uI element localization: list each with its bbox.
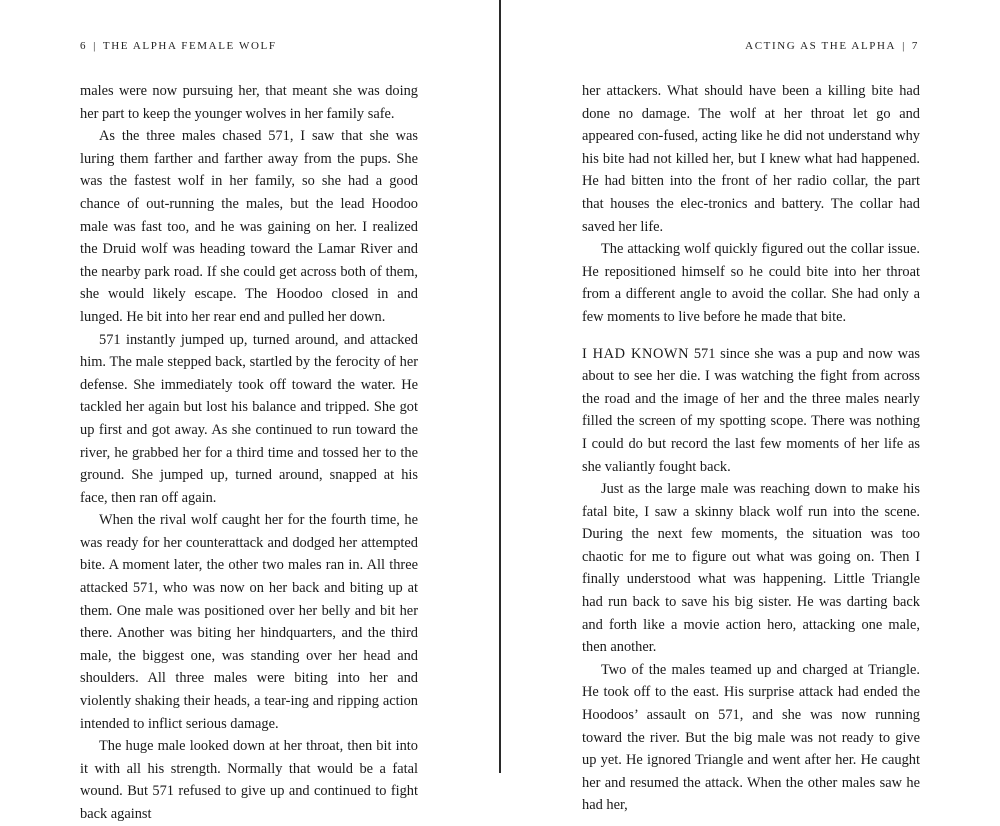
left-page-body xyxy=(80,80,418,826)
paragraph: The attacking wolf quickly figured out the collar issue. He repositioned himself so he could bite into her throat from a different angle to avoid the collar. She had only a few moments to live before he made that bite. xyxy=(582,241,920,325)
right-page xyxy=(501,0,1000,814)
right-page-number: 7 xyxy=(911,40,919,52)
left-running-head-title: THE ALPHA FEMALE WOLF xyxy=(102,40,277,52)
paragraph: The huge male looked down at her throat, then bit into it with all his strength. Normally that would be a fatal wound. But 571 refused to give up and continued to fight back against xyxy=(80,738,418,822)
paragraph: Just as the large male was reaching down to make his fatal bite, I saw a skinny black wolf run into the scene. During the next few moments, the situation was too chaotic for me to figure out what was going on. Then I finally understood what was happening. Little Triangle had run back to save his big sister. He was darting back and forth like a movie action hero, attacking one male, then another. xyxy=(582,481,920,656)
section-break-paragraph xyxy=(582,343,920,479)
right-page-body xyxy=(582,80,920,817)
right-running-head-title: ACTING AS THE ALPHA xyxy=(745,40,897,52)
paragraph: Two of the males teamed up and charged at Triangle. He took off to the east. His surprise attack had ended the Hoodoos’ assault on 571, and she was now running toward the river. But the big male was not ready to give up yet. He ignored Triangle and went after her. He caught her and resumed the attack. When the other males saw he had her, xyxy=(582,661,920,814)
left-running-head xyxy=(80,40,277,52)
section-lead-rest: 571 since she was a pup and now was about to see her die. I was watching the fight from across the road and the image of her and the three males nearly filled the screen of my spotting scope. There was nothing I could do but record the last few moments of her life as she valiantly fought back. xyxy=(582,345,921,475)
right-head-separator: | xyxy=(902,40,906,52)
left-page xyxy=(0,0,499,822)
paragraph: When the rival wolf caught her for the fourth time, he was ready for her counterattack and dodged her attempted bite. A moment later, the other two males ran in. All three attacked 571, who was now on her back and biting up at them. One male was positioned over her belly and bit her there. Another was biting her hindquarters, and the third male, the biggest one, was standing over her head and shoulders. All three males were biting into her and violently shaking their heads, a tear-ing and ripping action intended to inflict serious damage. xyxy=(80,512,418,732)
paragraph: her attackers. What should have been a killing bite had done no damage. The wolf at her throat let go and appeared con-fused, acting like he did not understand why his bite had not killed her, but I knew what had happened. He had bitten into the front of her radio collar, the part that houses the elec-tronics and battery. The collar had saved her life. xyxy=(582,83,920,235)
left-page-number: 6 xyxy=(80,40,88,52)
paragraph: 571 instantly jumped up, turned around, and attacked him. The male stepped back, startled by the ferocity of her defense. She immediately took off toward the water. He tackled her again but lost his balance and tripped. She got up first and got away. As she continued to run toward the river, he grabbed her for a third time and tossed her to the ground. She jumped up, turned around, snapped at his face, then ran off again. xyxy=(80,331,418,506)
right-running-head xyxy=(745,40,919,52)
section-lead-in: I HAD KNOWN xyxy=(582,345,690,362)
paragraph: males were now pursuing her, that meant she was doing her part to keep the younger wolves in her family safe. xyxy=(80,83,418,122)
left-head-separator: | xyxy=(93,40,97,52)
paragraph: As the three males chased 571, I saw that she was luring them farther and farther away from the pups. She was the fastest wolf in her family, so she had a good chance of out-running the males, but the lead Hoodoo male was fast too, and he was gaining on her. I realized the Druid wolf was heading toward the Lamar River and the nearby park road. If she could get across both of them, she would likely escape. The Hoodoo closed in and lunged. He bit into her rear end and pulled her down. xyxy=(80,128,418,325)
